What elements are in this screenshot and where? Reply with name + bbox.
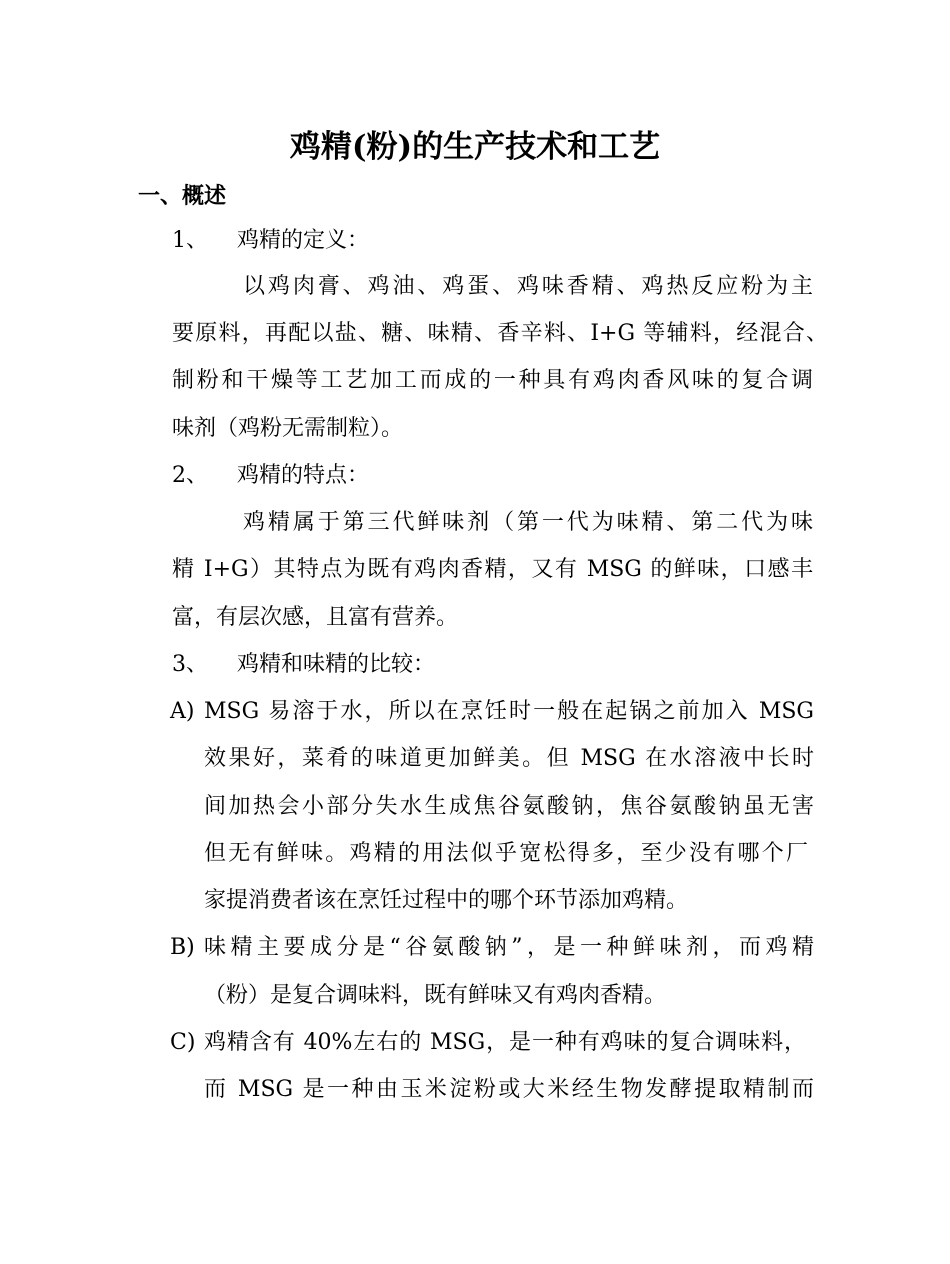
document-title: 鸡精(粉)的生产技术和工艺 xyxy=(289,129,661,165)
paragraph-line: 味精主要成分是“谷氨酸钠”，是一种鲜味剂，而鸡精 xyxy=(204,935,814,960)
sub-item-label-a: A) xyxy=(170,699,195,724)
item-label-features: 鸡精的特点： xyxy=(237,463,370,488)
item-number-3: 3、 xyxy=(172,652,208,677)
paragraph-line: 家提消费者该在烹饪过程中的哪个环节添加鸡精。 xyxy=(204,888,689,913)
paragraph-line: 间加热会小部分失水生成焦谷氨酸钠，焦谷氨酸钠虽无害 xyxy=(204,794,814,819)
paragraph-line: 鸡精含有 40%左右的 MSG，是一种有鸡味的复合调味料， xyxy=(204,1030,806,1055)
paragraph-line: 但无有鲜味。鸡精的用法似乎宽松得多，至少没有哪个厂 xyxy=(204,841,808,866)
paragraph-line: 以鸡肉膏、鸡油、鸡蛋、鸡味香精、鸡热反应粉为主 xyxy=(243,274,813,299)
paragraph-line: （粉）是复合调味料，既有鲜味又有鸡肉香精。 xyxy=(204,983,667,1008)
paragraph-line: 精 I+G）其特点为既有鸡肉香精，又有 MSG 的鲜味，口感丰 xyxy=(172,557,813,582)
sub-item-label-b: B) xyxy=(170,935,195,960)
paragraph-line: 味剂（鸡粉无需制粒）。 xyxy=(172,416,404,441)
paragraph-line: MSG 易溶于水，所以在烹饪时一般在起锅之前加入 MSG xyxy=(204,699,814,724)
paragraph-line: 鸡精属于第三代鲜味剂（第一代为味精、第二代为味 xyxy=(243,510,813,535)
paragraph-line: 制粉和干燥等工艺加工而成的一种具有鸡肉香风味的复合调 xyxy=(172,368,813,393)
paragraph-line: 而 MSG 是一种由玉米淀粉或大米经生物发酵提取精制而 xyxy=(204,1077,814,1102)
item-label-definition: 鸡精的定义： xyxy=(237,228,370,253)
paragraph-line: 效果好，菜肴的味道更加鲜美。但 MSG 在水溶液中长时 xyxy=(204,746,814,771)
item-number-1: 1、 xyxy=(172,228,208,253)
sub-item-label-c: C) xyxy=(170,1030,196,1055)
section-heading-overview: 一、概述 xyxy=(138,183,227,209)
paragraph-line: 要原料，再配以盐、糖、味精、香辛料、I+G 等辅料，经混合、 xyxy=(172,321,828,346)
item-number-2: 2、 xyxy=(172,463,208,488)
item-label-comparison: 鸡精和味精的比较： xyxy=(237,652,436,677)
paragraph-line: 富，有层次感，且富有营养。 xyxy=(172,605,459,630)
